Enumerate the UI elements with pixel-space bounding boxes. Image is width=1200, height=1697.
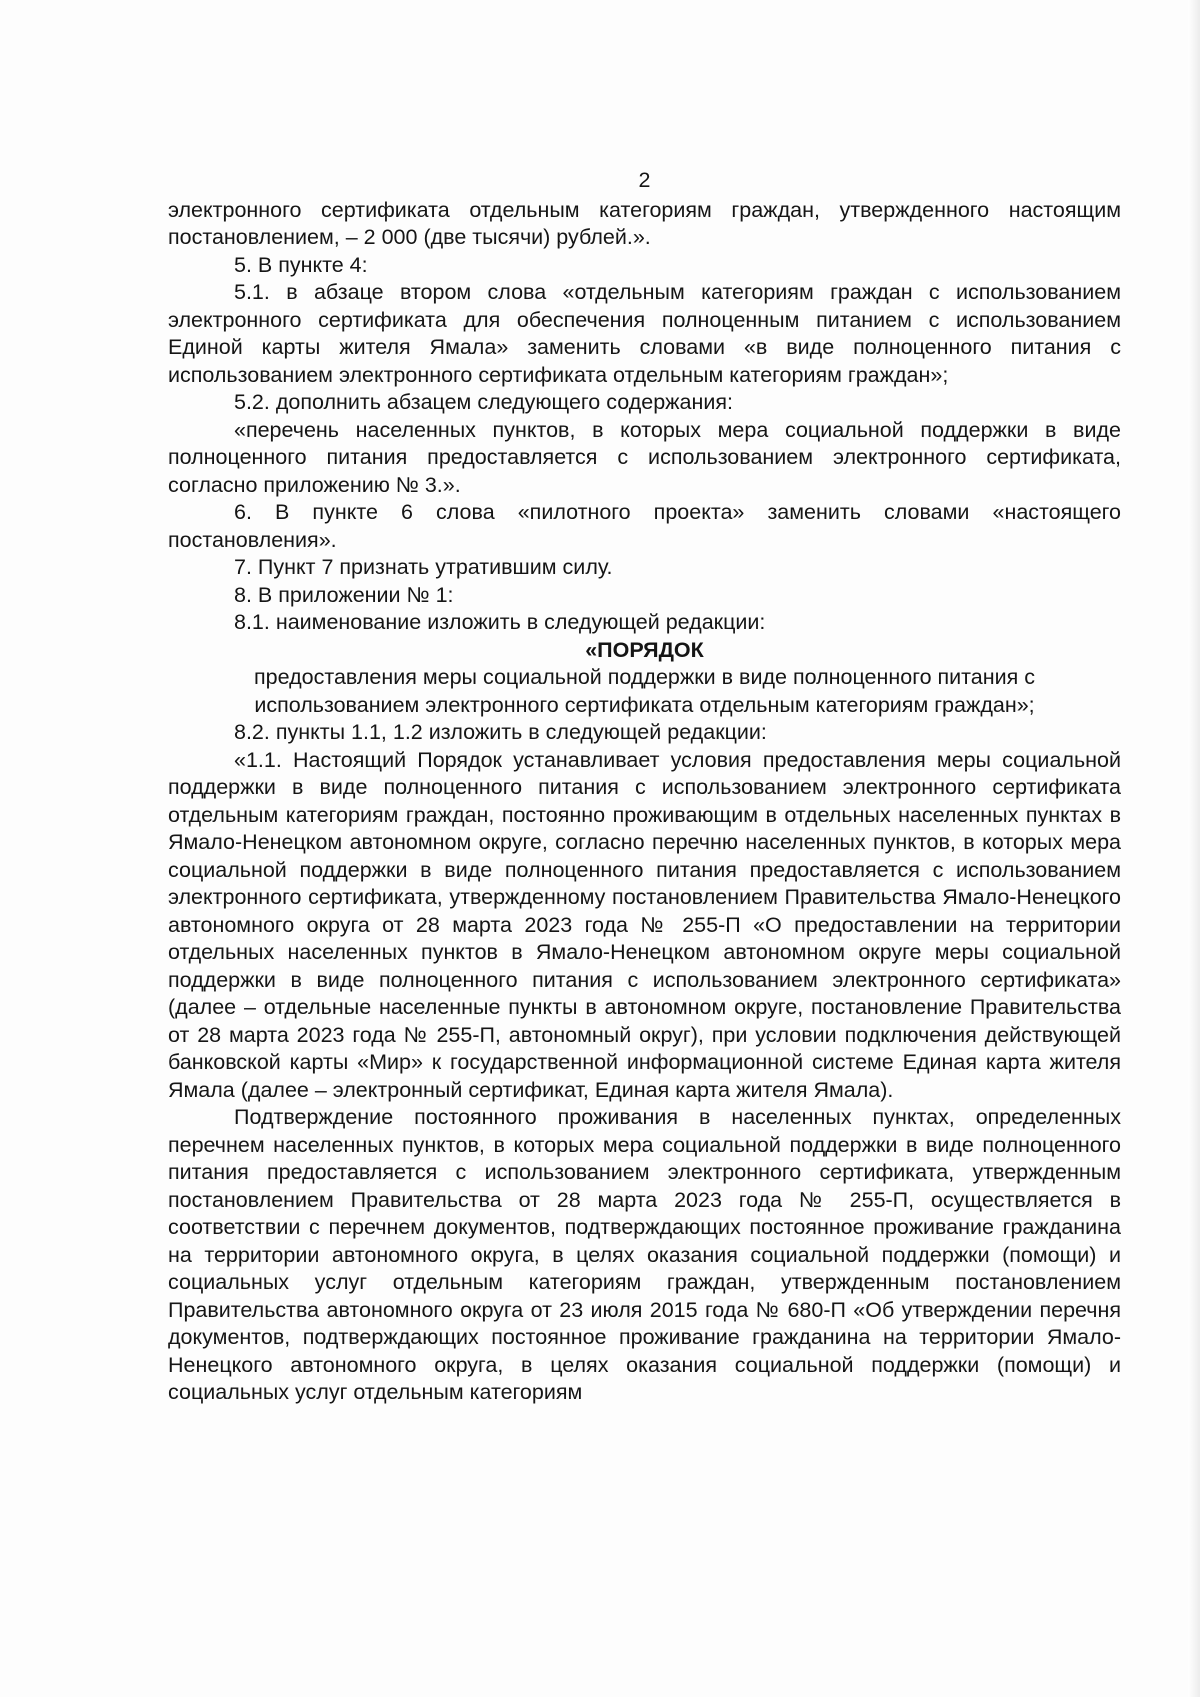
page-edge-shadow [1188,0,1200,1697]
paragraph-item-6: 6. В пункте 6 слова «пилотного проекта» заменить словами «настоящего постановления». [168,500,1121,552]
page-number: 2 [638,168,651,192]
paragraph-item-7: 7. Пункт 7 признать утратившим силу. [234,555,613,579]
paragraph-item-8-1: 8.1. наименование изложить в следующей редакции: [234,610,766,634]
section-heading: «ПОРЯДОК [585,637,704,662]
section-subheading: предоставления меры социальной поддержки в виде полноценного питания с использованием электронного сертификата отдельным категориям граждан»; [254,665,1035,717]
paragraph-item-5: 5. В пункте 4: [234,252,368,277]
paragraph-residence-confirmation: Подтверждение постоянного проживания в населенных пунктах, определенных перечнем населенных пунктов, в которых мера социальной поддержки в виде полноценного питания предоставляется с использованием электронного сертификата, утвержденным постановлением Правительства от 28 марта 2023 года № 255-П, осуществляется в соответствии с перечнем документов, подтверждающих постоянное проживание гражданина на территории автономного округа, в целях оказания социальной поддержки (помощи) и социальных услуг отдельным категориям граждан, утвержденным постановлением Правительства автономного округа от 23 июля 2015 года № 680-П «Об утверждении перечня документов, подтверждающих постоянное проживание гражданина на территории Ямало-Ненецкого автономного округа, в целях оказания социальной поддержки (помощи) и социальных услуг отдельным категориям [168,1105,1121,1404]
paragraph-item-5-1: 5.1. в абзаце втором слова «отдельным категориям граждан с использованием электронного сертификата для обеспечения полноценным питанием с использованием Единой карты жителя Ямала» заменить словами «в виде полноценного питания с использованием электронного сертификата отдельным категориям граждан»; [168,280,1121,387]
paragraph-quoted-list: «перечень населенных пунктов, в которых мера социальной поддержки в виде полноценного питания предоставляется с использованием электронного сертификата, согласно приложению № 3.». [168,417,1121,497]
paragraph-clause-1-1: «1.1. Настоящий Порядок устанавливает условия предоставления меры социальной поддержки в виде полноценного питания с использованием электронного сертификата отдельным категориям граждан, постоянно проживающим в отдельных населенных пунктах в Ямало-Ненецком автономном округе, согласно перечню населенных пунктов, в которых мера социальной поддержки в виде полноценного питания предоставляется с использованием электронного сертификата, утвержденному постановлением Правительства Ямало-Ненецкого автономного округа от 28 марта 2023 года № 255-П «О предоставлении на территории отдельных населенных пунктов в Ямало-Ненецком автономном округе меры социальной поддержки в виде полноценного питания с использованием электронного сертификата» (далее – отдельные населенные пункты в автономном округе, постановление Правительства от 28 марта 2023 года № 255-П, автономный округ), при условии подключения действующей банковской карты «Мир» к государственной информационной системе Единая карта жителя Ямала (далее – электронный сертификат, Единая карта жителя Ямала). [168,747,1121,1102]
paragraph-continuation: электронного сертификата отдельным категориям граждан, утвержденного настоящим постановлением, – 2 000 (две тысячи) рублей.». [168,197,1121,249]
paragraph-item-8-2: 8.2. пункты 1.1, 1.2 изложить в следующей редакции: [234,720,767,744]
paragraph-item-5-2: 5.2. дополнить абзацем следующего содержания: [234,390,733,414]
document-body [168,167,1121,1407]
paragraph-item-8: 8. В приложении № 1: [234,582,454,607]
